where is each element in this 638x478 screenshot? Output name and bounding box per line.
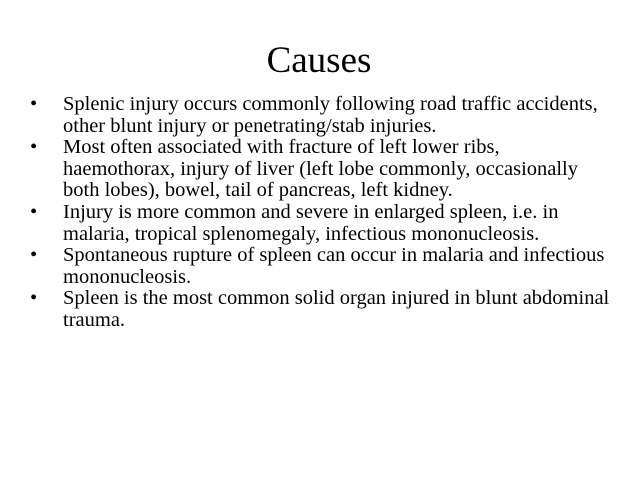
bullet-icon: •: [30, 136, 38, 159]
bullet-icon: •: [30, 93, 38, 115]
bullet-text: Splenic injury occurs commonly following road traffic accidents, other blunt injury or penetrating/stab injuries.: [63, 93, 598, 137]
bullet-text: Injury is more common and severe in enlarged spleen, i.e. in malaria, tropical splenomegaly, infectious mononucleosis.: [63, 200, 559, 245]
bullet-icon: •: [30, 244, 38, 267]
slide-title: Causes: [266, 40, 372, 81]
bullet-item: [30, 288, 610, 331]
bullet-list: [30, 94, 610, 332]
bullet-item: [30, 94, 610, 137]
bullet-icon: •: [30, 287, 38, 310]
bullet-item: [30, 245, 610, 288]
bullet-text: Spleen is the most common solid organ injured in blunt abdominal trauma.: [63, 287, 610, 331]
bullet-item: [30, 137, 610, 202]
bullet-item: [30, 202, 610, 245]
bullet-icon: •: [30, 200, 38, 223]
bullet-text: Most often associated with fracture of left lower ribs, haemothorax, injury of liver (left lobe commonly, occasionally both lobes), bowel, tail of pancreas, left kidney.: [63, 136, 579, 202]
bullet-text: Spontaneous rupture of spleen can occur in malaria and infectious mononucleosis.: [63, 244, 605, 288]
